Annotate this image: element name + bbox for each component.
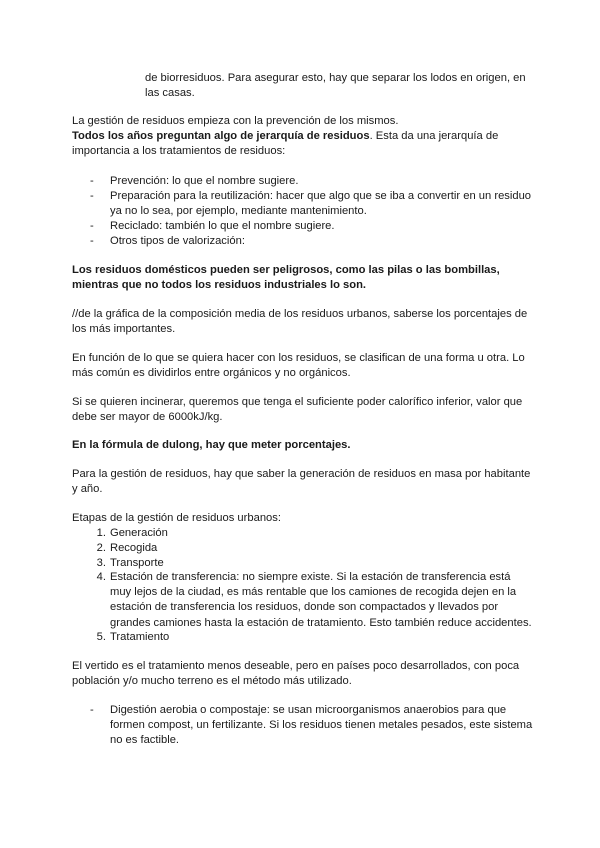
- text-line: [72, 129, 498, 144]
- text-line: Etapas de la gestión de residuos urbanos:: [72, 512, 281, 524]
- paragraph-generation: [72, 467, 530, 497]
- text-line: formen compost, un fertilizante. Si los residuos tienen metales pesados, este sistema: [110, 719, 533, 732]
- text-line: población y/o mucho terreno es el método más utilizado.: [72, 675, 352, 688]
- text-line: Preparación para la reutilización: hacer que algo que se iba a convertir en un residuo: [110, 190, 532, 202]
- text-line: Generación: [110, 527, 168, 539]
- text-line: de biorresiduos. Para asegurar esto, hay que separar los lodos en origen, en: [145, 72, 526, 84]
- list-item: [96, 541, 158, 556]
- list-item: [90, 189, 532, 219]
- text-line: Prevención: lo que el nombre sugiere.: [110, 175, 299, 187]
- text-line: grandes camiones hasta la estación de tratamiento. Esto también reduce accidentes.: [110, 616, 532, 629]
- text-line: Otros tipos de valorización:: [110, 235, 245, 247]
- bold-text: Todos los años preguntan algo de jerarquía de residuos: [72, 130, 370, 143]
- continued-paragraph: [145, 71, 526, 101]
- list-item: [96, 630, 170, 645]
- text-line: y año.: [72, 483, 103, 496]
- bold-paragraph-dulong: [72, 438, 351, 453]
- dash-bullet: -: [90, 220, 94, 232]
- text-line: más común es dividirlos entre orgánicos y no orgánicos.: [72, 367, 351, 380]
- text-line: ya no lo sea, por ejemplo, mediante mantenimiento.: [110, 205, 367, 218]
- list-number: 2.: [96, 542, 106, 554]
- text-line: Para la gestión de residuos, hay que saber la generación de residuos en masa por habitante: [72, 468, 531, 480]
- dash-bullet: -: [90, 190, 94, 202]
- list-number: 4.: [96, 571, 106, 583]
- list-item: [90, 234, 245, 249]
- list-item: [90, 703, 533, 749]
- text-line: Transporte: [110, 557, 164, 569]
- list-item: [90, 174, 299, 189]
- text-line: debe ser mayor de 6000kJ/kg.: [72, 411, 223, 424]
- list-item: [90, 219, 335, 234]
- paragraph-prevention: [72, 114, 498, 160]
- list-item: [96, 526, 168, 541]
- text-line: Los residuos domésticos pueden ser peligrosos, como las pilas o las bombillas,: [72, 264, 500, 276]
- paragraph-incineration: [72, 395, 522, 425]
- list-item: [96, 556, 164, 571]
- text-line: estación de transferencia los residuos, donde son compactados y llevados por: [110, 601, 499, 614]
- text-line: //de la gráfica de la composición media de los residuos urbanos, saberse los porcentajes de: [72, 308, 528, 320]
- list-item: [96, 570, 532, 631]
- text-line: los más importantes.: [72, 323, 176, 336]
- text-line: las casas.: [145, 87, 195, 100]
- dash-bullet: -: [90, 704, 94, 716]
- text-line: muy lejos de la ciudad, es más rentable que los camiones de recogida dejen en la: [110, 586, 517, 599]
- text-line: En función de lo que se quiera hacer con los residuos, se clasifican de una forma u otra. Lo: [72, 352, 525, 364]
- text-line: Recogida: [110, 542, 158, 554]
- list-number: 3.: [96, 557, 106, 569]
- text-line: Estación de transferencia: no siempre existe. Si la estación de transferencia está: [110, 571, 511, 583]
- text-line: En la fórmula de dulong, hay que meter porcentajes.: [72, 439, 351, 451]
- list-number: 1.: [96, 527, 106, 539]
- paragraph-composition: [72, 307, 527, 337]
- text-line: importancia a los tratamientos de residuos:: [72, 145, 286, 158]
- text-line: La gestión de residuos empieza con la prevención de los mismos.: [72, 115, 399, 127]
- dash-bullet: -: [90, 235, 94, 247]
- text-line: Si se quieren incinerar, queremos que tenga el suficiente poder calorífico inferior, valor que: [72, 396, 523, 408]
- paragraph-classification: [72, 351, 525, 381]
- text-line: Digestión aerobia o compostaje: se usan microorganismos anaerobios para que: [110, 704, 507, 716]
- text-line: mientras que no todos los residuos industriales lo son.: [72, 279, 367, 292]
- bold-paragraph-hazardous: [72, 263, 500, 293]
- paragraph-landfill: [72, 659, 519, 689]
- text-line: Tratamiento: [110, 631, 170, 643]
- dash-bullet: -: [90, 175, 94, 187]
- stages-heading: [72, 511, 281, 526]
- list-number: 5.: [96, 631, 106, 643]
- text-line: no es factible.: [110, 734, 180, 747]
- text-line: El vertido es el tratamiento menos deseable, pero en países poco desarrollados, con poca: [72, 660, 520, 672]
- text-line: Reciclado: también lo que el nombre sugiere.: [110, 220, 335, 232]
- text-run: . Esta da una jerarquía de: [369, 130, 499, 143]
